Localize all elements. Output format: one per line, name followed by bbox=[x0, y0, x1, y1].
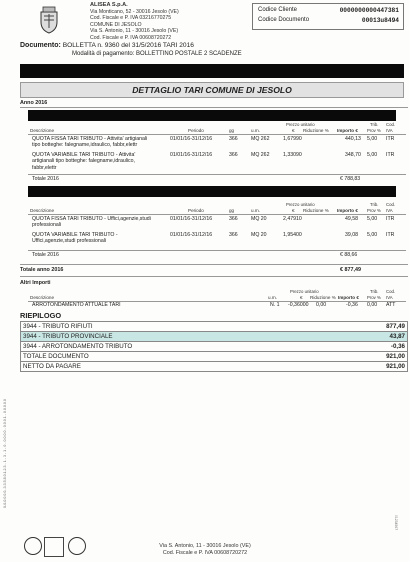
other-row-prov: 0,00 bbox=[367, 302, 378, 308]
summary-row-value: 921,00 bbox=[386, 353, 405, 360]
row-desc-line: QUOTA VARIABILE TARI TRIBUTO - bbox=[32, 232, 118, 238]
header-trib: Trib. bbox=[370, 202, 379, 207]
document-code-value: 00013u8494 bbox=[361, 17, 399, 24]
document-label: Documento: bbox=[20, 42, 61, 49]
row-desc-line: professionali bbox=[32, 222, 62, 229]
header-importo: Importo € bbox=[337, 208, 358, 213]
header-prezzo: Prezzo unitario bbox=[290, 289, 319, 294]
other-amounts-title: Altri Importi bbox=[20, 280, 51, 286]
row-prezzo: 1,67990 bbox=[283, 136, 302, 142]
row-prov: 5,00 bbox=[367, 152, 378, 158]
header-importo: Importo € bbox=[337, 128, 358, 133]
divider bbox=[20, 107, 408, 108]
divider bbox=[28, 134, 406, 135]
row-periodo: 01/01/16-31/12/16 bbox=[170, 152, 213, 158]
summary-row-value: -0,36 bbox=[390, 343, 405, 350]
footer-tax-id: Cod. Fiscale e P. IVA 00608720272 bbox=[162, 549, 248, 556]
customer-code-label: Codice Cliente bbox=[258, 7, 298, 13]
table-row-desc bbox=[32, 216, 182, 229]
company-info bbox=[90, 2, 179, 42]
row-cod: ITR bbox=[386, 216, 395, 222]
company-address: Via Monticano, 52 - 30016 Jesolo (VE) bbox=[90, 8, 179, 15]
row-cod: ITR bbox=[386, 232, 395, 238]
header-um: u.m. bbox=[268, 295, 277, 300]
other-row-um: N. 1 bbox=[270, 302, 280, 308]
row-cod: ITR bbox=[386, 136, 395, 142]
header-prov: Prov % bbox=[367, 295, 381, 300]
row-importo: 49,58 bbox=[345, 216, 358, 222]
table-row-desc bbox=[32, 152, 172, 171]
header-prov: Prov % bbox=[367, 128, 381, 133]
header-periodo: Periodo bbox=[188, 208, 204, 213]
redacted-bar bbox=[20, 64, 404, 78]
customer-code-value: 0000000000447381 bbox=[339, 7, 399, 14]
summary-table bbox=[20, 321, 408, 372]
summary-row-label: 3944 - TRIBUTO PROVINCIALE bbox=[23, 333, 113, 340]
codes-box bbox=[252, 3, 404, 30]
company-tax-id: Cod. Fiscale e P. IVA 03216770275 bbox=[90, 15, 172, 22]
summary-row-label: 3944 - TRIBUTO RIFIUTI bbox=[23, 323, 93, 330]
header-cod: Cod. bbox=[386, 289, 396, 294]
row-importo: 348,70 bbox=[345, 152, 361, 158]
year-total-value: € 877,49 bbox=[340, 267, 361, 273]
divider bbox=[20, 264, 408, 265]
row-um: MQ 262 bbox=[251, 136, 270, 142]
year-total-label: Totale anno 2016 bbox=[20, 267, 64, 273]
header-cod: Cod. bbox=[386, 122, 396, 127]
footer-address: Via S. Antonio, 11 - 30016 Jesolo (VE) bbox=[159, 543, 251, 549]
row-gg: 366 bbox=[229, 136, 238, 142]
header-iva: IVA bbox=[386, 128, 393, 133]
header-periodo: Periodo bbox=[188, 128, 204, 133]
footer bbox=[0, 543, 410, 556]
other-row-importo: -0,36 bbox=[346, 302, 358, 308]
header-descrizione: Descrizione bbox=[30, 128, 54, 133]
summary-row bbox=[20, 332, 408, 342]
header-iva: IVA bbox=[386, 208, 393, 213]
header-riduzione: Riduzione % bbox=[303, 128, 329, 133]
row-desc-line: QUOTA VARIABILE TARI TRIBUTO - Attivita' bbox=[32, 152, 136, 158]
municipality-name: COMUNE DI JESOLO bbox=[90, 21, 142, 28]
row-prov: 5,00 bbox=[367, 232, 378, 238]
municipality-address: Via S. Antonio, 11 - 30016 Jesolo (VE) bbox=[90, 28, 179, 35]
row-periodo: 01/01/16-31/12/16 bbox=[170, 136, 213, 142]
document-code-label: Codice Documento bbox=[258, 17, 310, 23]
group-total-label: Totale 2016 bbox=[32, 176, 59, 182]
section-title: DETTAGLIO TARI COMUNE DI JESOLO bbox=[20, 82, 404, 98]
row-prezzo: 1,33090 bbox=[283, 152, 302, 158]
row-importo: 39,08 bbox=[345, 232, 358, 238]
header-euro: € bbox=[292, 128, 295, 133]
redacted-bar bbox=[28, 110, 396, 121]
row-desc-line: tipo botteghe: falegname,idraulico, fabbr,elettr bbox=[32, 142, 138, 149]
summary-row bbox=[20, 362, 408, 372]
summary-row-label: TOTALE DOCUMENTO bbox=[23, 353, 89, 360]
row-cod: ITR bbox=[386, 152, 395, 158]
row-prov: 5,00 bbox=[367, 136, 378, 142]
row-periodo: 01/01/16-31/12/16 bbox=[170, 232, 213, 238]
row-desc-line: QUOTA FISSA TARI TRIBUTO - Attivita' artigianali bbox=[32, 136, 148, 142]
header-iva: IVA bbox=[386, 295, 393, 300]
row-prezzo: 2,47910 bbox=[283, 216, 302, 222]
summary-row bbox=[20, 321, 408, 332]
header-riduzione: Riduzione % bbox=[310, 295, 336, 300]
comune-crest-logo bbox=[38, 6, 60, 34]
group-total-value: € 88,66 bbox=[340, 252, 358, 258]
year-label: Anno 2016 bbox=[20, 100, 48, 106]
document-info bbox=[20, 42, 242, 58]
header-euro: € bbox=[300, 295, 303, 300]
header-descrizione: Descrizione bbox=[30, 208, 54, 213]
document-text: BOLLETTA n. 9360 del 31/5/2016 TARI 2016 bbox=[62, 42, 194, 49]
header-trib: Trib. bbox=[370, 122, 379, 127]
payment-method: Modalità di pagamento: BOLLETTINO POSTALE 2 SCADENZE bbox=[72, 51, 242, 57]
row-desc-line: QUOTA FISSA TARI TRIBUTO - Uffici,agenzie,studi bbox=[32, 216, 151, 222]
row-prezzo: 1,95400 bbox=[283, 232, 302, 238]
header-um: u.m. bbox=[251, 128, 260, 133]
divider bbox=[20, 276, 408, 277]
row-prov: 5,00 bbox=[367, 216, 378, 222]
other-row-cod: ATT bbox=[386, 302, 396, 308]
header-descrizione: Descrizione bbox=[30, 295, 54, 300]
header-prov: Prov % bbox=[367, 208, 381, 213]
header-prezzo: Prezzo unitario bbox=[286, 202, 315, 207]
header-trib: Trib. bbox=[370, 289, 379, 294]
row-gg: 366 bbox=[229, 152, 238, 158]
side-barcode-text: 0-0-0.0.0.0-.3.3.5.8.0.1.2.3 - 1 - 3 - 1 - 0 - 0.0.0.0 - 0.0.0.1 - 0.0.0.0.0 bbox=[3, 399, 7, 508]
row-um: MQ 262 bbox=[251, 152, 270, 158]
other-row-riduzione: 0,00 bbox=[316, 302, 327, 308]
header-cod: Cod. bbox=[386, 202, 396, 207]
summary-title: RIEPILOGO bbox=[20, 311, 62, 320]
row-um: MQ 20 bbox=[251, 232, 267, 238]
divider bbox=[28, 214, 406, 215]
row-desc-line: fabbr,elettr bbox=[32, 164, 57, 171]
redacted-bar bbox=[28, 186, 396, 197]
summary-row-value: 921,00 bbox=[386, 363, 405, 370]
side-reference-text: 01234567 bbox=[394, 515, 398, 531]
summary-row bbox=[20, 342, 408, 352]
row-gg: 366 bbox=[229, 216, 238, 222]
row-periodo: 01/01/16-31/12/16 bbox=[170, 216, 213, 222]
divider bbox=[28, 174, 406, 175]
summary-row bbox=[20, 352, 408, 362]
header-importo: Importo € bbox=[338, 295, 359, 300]
table-row-desc bbox=[32, 232, 182, 245]
group-total-label: Totale 2016 bbox=[32, 252, 59, 258]
table-row-desc bbox=[32, 136, 182, 149]
municipality-tax-id: Cod. Fiscale e P. IVA 00608720272 bbox=[90, 34, 172, 41]
summary-row-value: 43,87 bbox=[389, 333, 405, 340]
row-um: MQ 20 bbox=[251, 216, 267, 222]
row-gg: 366 bbox=[229, 232, 238, 238]
other-row-prezzo: -0,36000 bbox=[288, 302, 309, 308]
summary-row-value: 877,49 bbox=[386, 323, 405, 330]
other-row-desc: ARROTONDAMENTO ATTUALE TARI bbox=[32, 302, 121, 308]
row-importo: 440,13 bbox=[345, 136, 361, 142]
summary-row-label: 3944 - ARROTONDAMENTO TRIBUTO bbox=[23, 343, 133, 350]
header-euro: € bbox=[292, 208, 295, 213]
summary-row-label: NETTO DA PAGARE bbox=[23, 363, 81, 370]
company-name: ALISEA S.p.A. bbox=[90, 2, 128, 8]
header-gg: gg bbox=[229, 128, 235, 133]
row-desc-line: artigianali tipo botteghe: falegname,idraulico, bbox=[32, 158, 135, 165]
row-desc-line: Uffici,agenzie,studi professionali bbox=[32, 238, 107, 245]
header-riduzione: Riduzione % bbox=[303, 208, 329, 213]
header-prezzo: Prezzo unitario bbox=[286, 122, 315, 127]
header-um: u.m. bbox=[251, 208, 260, 213]
header-gg: gg bbox=[229, 208, 235, 213]
group-total-value: € 788,83 bbox=[340, 176, 361, 182]
divider bbox=[28, 250, 406, 251]
